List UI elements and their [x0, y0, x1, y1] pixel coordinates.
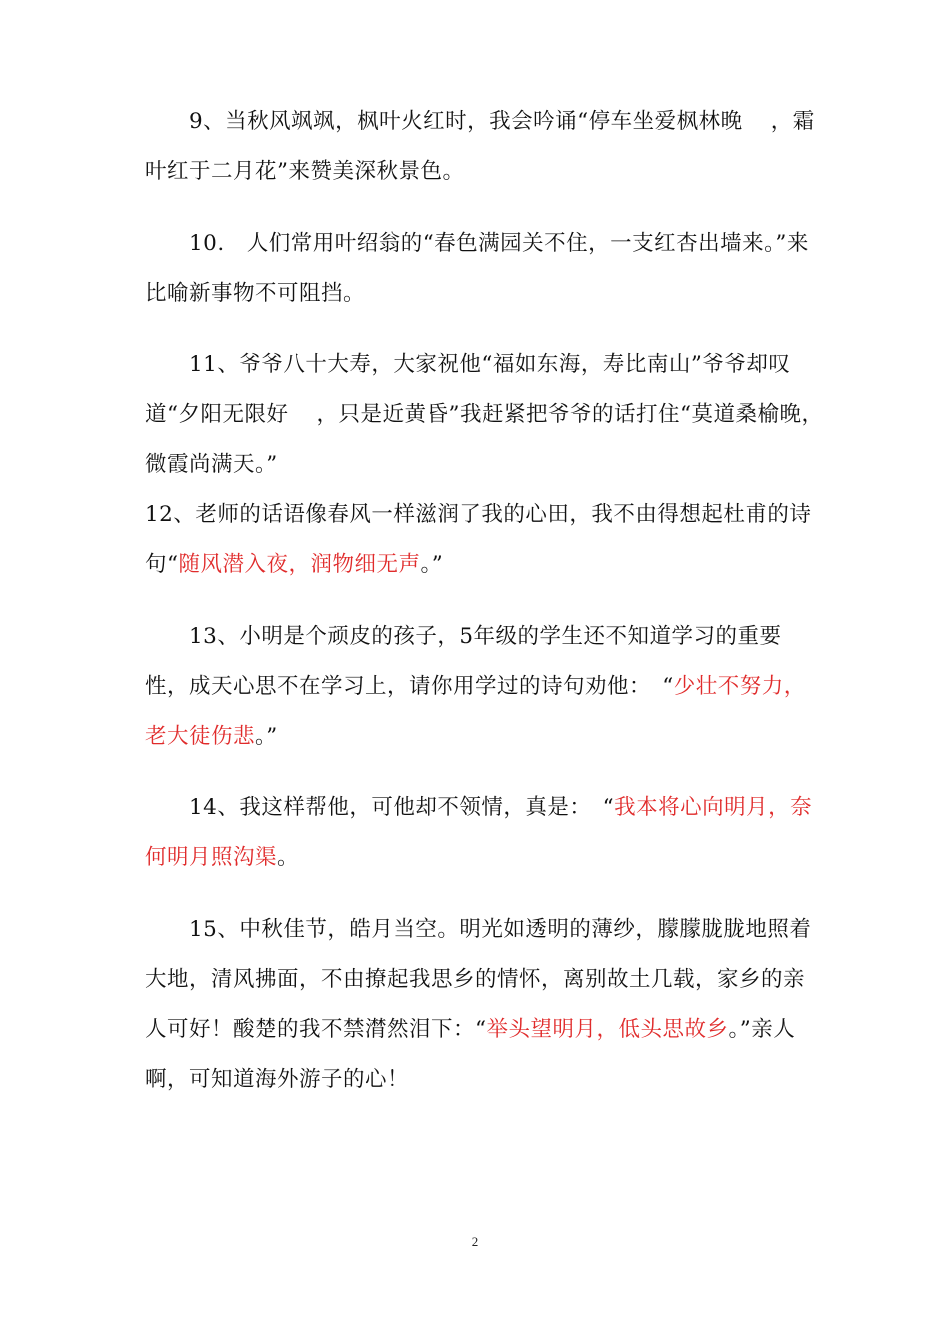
- item-13-post: 。”: [255, 724, 278, 749]
- item-13: [145, 612, 825, 762]
- item-9-tail: ，霜叶红于二月花”来赞美深秋景色。: [145, 109, 815, 184]
- item-15-poem: 举头望明月，低头思故乡: [486, 1017, 729, 1042]
- item-13-pre: 13、小明是个顽皮的孩子，5年级的学生还不知道学习的重要性，成天心思不在学习上，请你用学过的诗句劝他： “: [145, 624, 782, 699]
- item-12-pre: 12、老师的话语像春风一样滋润了我的心田，我不由得想起杜甫的诗句“: [145, 502, 812, 577]
- item-9: [145, 97, 825, 197]
- item-15: [145, 905, 825, 1105]
- item-9-lead: 9、当秋风飒飒，枫叶火红时，我会吟诵“停车坐爱枫林晚: [189, 109, 743, 134]
- page-number: 2: [471, 1234, 479, 1249]
- item-15-post: 。”亲人啊，可知道海外游子的心！: [145, 1017, 796, 1092]
- item-12: [145, 490, 825, 590]
- item-14: [145, 783, 825, 883]
- item-11-tail: ，只是近黄昏”我赶紧把爷爷的话打住“莫道桑榆晚，微霞尚满天。”: [145, 402, 824, 477]
- item-11: [145, 340, 825, 490]
- item-15-pre: 15、中秋佳节，皓月当空。明光如透明的薄纱，朦朦胧胧地照着大地，清风拂面，不由撩起我思乡的情怀，离别故土几载，家乡的亲人可好！酸楚的我不禁潸然泪下：“: [145, 917, 812, 1042]
- item-13-poem: 少壮不努力，老大徒伤悲: [145, 674, 806, 749]
- item-11-lead: 11、爷爷八十大寿，大家祝他“福如东海，寿比南山”爷爷却叹道“夕阳无限好: [145, 352, 791, 427]
- item-14-pre: 14、我这样帮他，可他却不领情，真是： “: [189, 795, 615, 820]
- item-12-poem: 随风潜入夜，润物细无声: [178, 552, 421, 577]
- item-10: 10. 人们常用叶绍翁的“春色满园关不住，一支红杏出墙来。”来比喻新事物不可阻挡。: [145, 231, 809, 306]
- item-14-poem: 我本将心向明月，奈何明月照沟渠: [145, 795, 813, 870]
- item-14-post: 。: [277, 845, 300, 870]
- item-12-post: 。”: [420, 552, 444, 577]
